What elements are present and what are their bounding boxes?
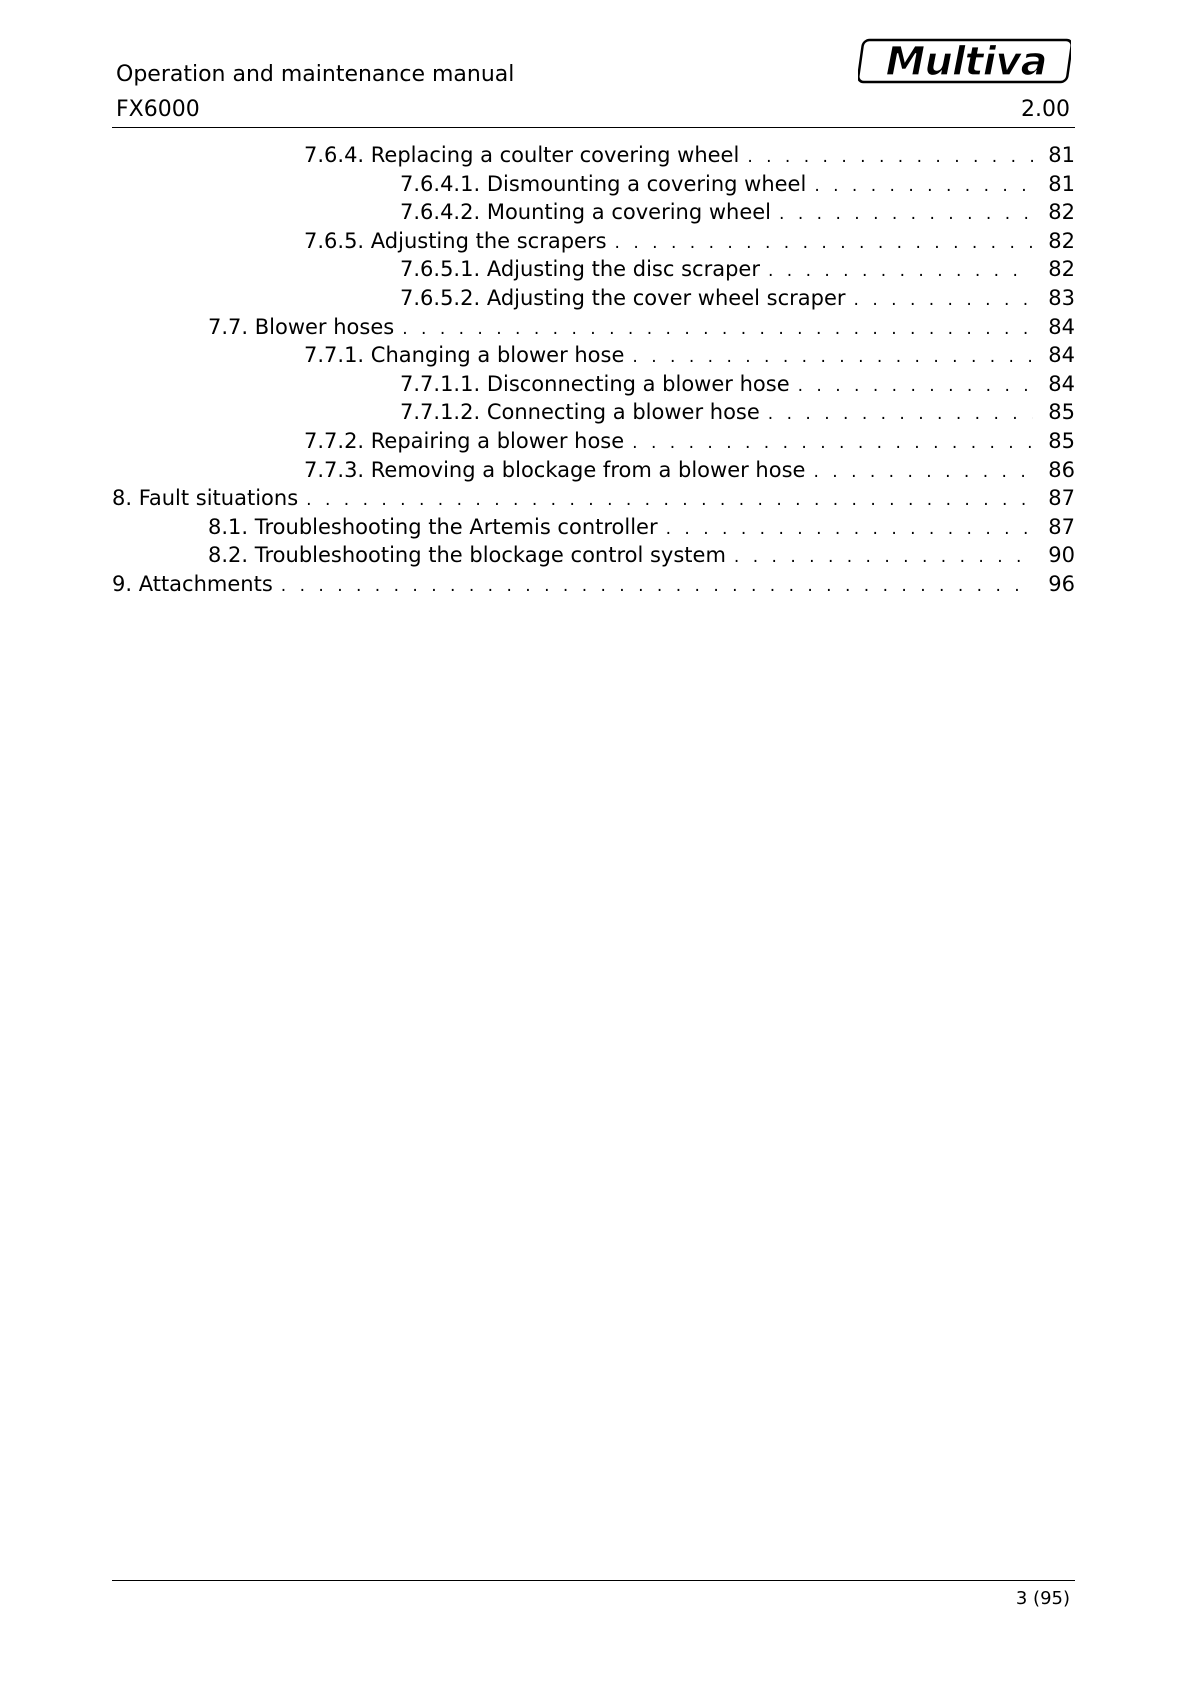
svg-text:Multiva: Multiva [885, 39, 1047, 85]
toc-entry-title: 7.7. Blower hoses [208, 314, 395, 339]
toc-entry-page: 90 [1048, 543, 1075, 568]
toc-entry[interactable] [112, 398, 1075, 427]
toc-entry-page: 81 [1048, 171, 1075, 196]
toc-entry[interactable] [112, 284, 1075, 313]
toc-entry-page: 84 [1048, 314, 1075, 339]
toc-entry-title: 7.6.4.1. Dismounting a covering wheel [400, 171, 807, 196]
toc-entry[interactable] [112, 541, 1075, 570]
toc-dot-leader [734, 543, 1033, 572]
model-number: FX6000 [116, 97, 200, 122]
toc-dot-leader [813, 458, 1033, 487]
toc-entry-title: 7.6.5.2. Adjusting the cover wheel scraper [400, 285, 846, 310]
toc-entry[interactable] [112, 198, 1075, 227]
toc-entry-page: 84 [1048, 371, 1075, 396]
toc-entry-title: 8. Fault situations [112, 486, 299, 511]
toc-dot-leader [632, 429, 1033, 458]
toc-entry-title: 7.7.1.2. Connecting a blower hose [400, 400, 760, 425]
toc-dot-leader [768, 257, 1033, 286]
toc-dot-leader [632, 343, 1033, 372]
toc-entry-title: 9. Attachments [112, 571, 273, 596]
toc-entry-page: 84 [1048, 343, 1075, 368]
toc-dot-leader [666, 515, 1033, 544]
footer-divider [112, 1580, 1075, 1581]
document-title: Operation and maintenance manual [116, 62, 515, 87]
toc-entry-title: 8.2. Troubleshooting the blockage control system [208, 543, 726, 568]
toc-entry-page: 86 [1048, 457, 1075, 482]
toc-entry-page: 87 [1048, 514, 1075, 539]
toc-entry[interactable] [112, 313, 1075, 342]
toc-dot-leader [615, 229, 1033, 258]
toc-entry[interactable] [112, 227, 1075, 256]
toc-entry[interactable] [112, 427, 1075, 456]
toc-entry[interactable] [112, 341, 1075, 370]
toc-entry[interactable] [112, 141, 1075, 170]
toc-entry[interactable] [112, 170, 1075, 199]
toc-entry[interactable] [112, 255, 1075, 284]
toc-dot-leader [798, 372, 1033, 401]
toc-entry-page: 82 [1048, 228, 1075, 253]
multiva-logo [858, 36, 1071, 86]
toc-entry-title: 7.6.5. Adjusting the scrapers [304, 228, 607, 253]
header-divider [112, 127, 1075, 128]
toc-entry[interactable] [112, 570, 1075, 599]
toc-entry[interactable] [112, 456, 1075, 485]
toc-entry-page: 85 [1048, 400, 1075, 425]
toc-entry-title: 8.1. Troubleshooting the Artemis controller [208, 514, 658, 539]
toc-entry-title: 7.6.4. Replacing a coulter covering wheel [304, 143, 740, 167]
toc-dot-leader [281, 572, 1033, 601]
toc-entry-title: 7.6.4.2. Mounting a covering wheel [400, 200, 772, 225]
toc-entry-title: 7.7.2. Repairing a blower hose [304, 428, 625, 453]
toc-dot-leader [814, 172, 1033, 201]
toc-entry-title: 7.6.5.1. Adjusting the disc scraper [400, 257, 760, 282]
toc-entry-title: 7.7.3. Removing a blockage from a blower hose [304, 457, 806, 482]
toc-entry-page: 96 [1048, 571, 1075, 596]
table-of-contents [112, 141, 1075, 599]
toc-entry-page: 82 [1048, 200, 1075, 225]
toc-entry-title: 7.7.1.1. Disconnecting a blower hose [400, 371, 790, 396]
toc-entry-page: 85 [1048, 428, 1075, 453]
toc-dot-leader [779, 200, 1033, 229]
document-version: 2.00 [1021, 97, 1070, 122]
page-number: 3 (95) [1015, 1588, 1070, 1609]
toc-dot-leader [768, 400, 1033, 429]
toc-entry-title: 7.7.1. Changing a blower hose [304, 343, 625, 368]
toc-dot-leader [306, 486, 1033, 515]
toc-entry[interactable] [112, 370, 1075, 399]
toc-dot-leader [854, 286, 1033, 315]
toc-entry[interactable] [112, 484, 1075, 513]
toc-entry-page: 87 [1048, 486, 1075, 511]
toc-entry-page: 83 [1048, 285, 1075, 310]
toc-dot-leader [402, 315, 1033, 344]
toc-dot-leader [747, 143, 1033, 172]
toc-entry-page: 82 [1048, 257, 1075, 282]
toc-entry[interactable] [112, 513, 1075, 542]
toc-entry-page: 81 [1048, 143, 1075, 167]
